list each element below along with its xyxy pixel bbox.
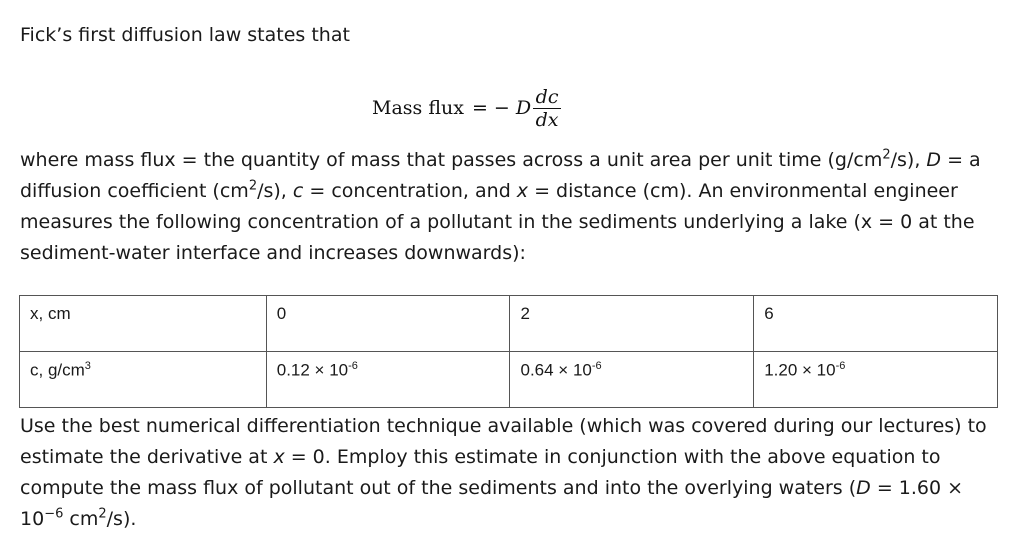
- para2-var-x: x: [273, 446, 285, 468]
- para1-text-4: /s),: [257, 180, 293, 202]
- concentration-value-2: [510, 352, 754, 408]
- para1-var-d: D: [926, 149, 942, 171]
- para1-text-2: /s),: [890, 149, 927, 171]
- para1-sup-1: 2: [882, 147, 891, 163]
- task-paragraph: [20, 411, 1010, 535]
- concentration-label-sup: 3: [84, 360, 91, 372]
- para2-text-5: /s).: [106, 508, 137, 530]
- concentration-mantissa-1: 0.12 × 10: [276, 360, 349, 380]
- definitions-paragraph: [20, 145, 1010, 269]
- fick-equation: [372, 80, 561, 136]
- intro-text: Fick’s first diffusion law states that: [20, 24, 350, 46]
- para1-var-c: c: [292, 180, 304, 202]
- fraction-denominator: dx: [535, 108, 559, 131]
- distance-value-2: 2: [510, 296, 754, 352]
- para2-sup-1: −6: [44, 506, 64, 522]
- concentration-exp-2: -6: [591, 360, 602, 372]
- para1-text-3: = a diffusion coefficient (cm: [20, 149, 981, 202]
- equation-coefficient: D: [515, 97, 532, 119]
- para1-text-6: = distance (cm). An environmental engineer measures the following concentration of a pollutant in the sediments underlying a lake (x = 0 at the sediment-water interface and increases downwards):: [20, 180, 975, 264]
- concentration-exp-1: -6: [348, 360, 358, 372]
- equation-lhs: Mass flux: [372, 97, 464, 119]
- para1-sup-2: 2: [248, 178, 258, 194]
- para2-text-4: cm: [63, 508, 99, 530]
- table-row-distance: [20, 296, 998, 352]
- row-label-distance: x, cm: [20, 296, 267, 352]
- para2-text-1: Use the best numerical differentiation technique available (which was covered during our lectures) to estimate the derivative at: [20, 415, 987, 468]
- row-label-concentration: [20, 352, 267, 408]
- para1-var-x: x: [516, 180, 529, 202]
- distance-value-1: 0: [266, 296, 510, 352]
- equation-fraction: [533, 86, 561, 131]
- para2-var-d: D: [856, 477, 871, 499]
- para1-text-1: where mass flux = the quantity of mass that passes across a unit area per unit time (g/cm: [20, 149, 883, 171]
- equation-operator: = −: [471, 97, 510, 119]
- para2-text-2: = 0. Employ this estimate in conjunction with the above equation to compute the mass flux of pollutant out of the sediments and into the overlying waters (: [20, 446, 941, 499]
- para2-sup-2: 2: [98, 506, 107, 522]
- concentration-value-1: [266, 352, 510, 408]
- table-row-concentration: [20, 352, 998, 408]
- para1-text-5: = concentration, and: [303, 180, 517, 202]
- para2-text-3: = 1.60 × 10: [20, 477, 964, 530]
- concentration-label-text: c, g/cm: [30, 360, 85, 380]
- distance-value-3: 6: [754, 296, 998, 352]
- concentration-value-3: [754, 352, 998, 408]
- concentration-mantissa-3: 1.20 × 10: [764, 360, 836, 380]
- concentration-table: [19, 295, 998, 408]
- concentration-mantissa-2: 0.64 × 10: [520, 360, 592, 380]
- concentration-exp-3: -6: [835, 360, 846, 372]
- fraction-numerator: dc: [535, 85, 559, 108]
